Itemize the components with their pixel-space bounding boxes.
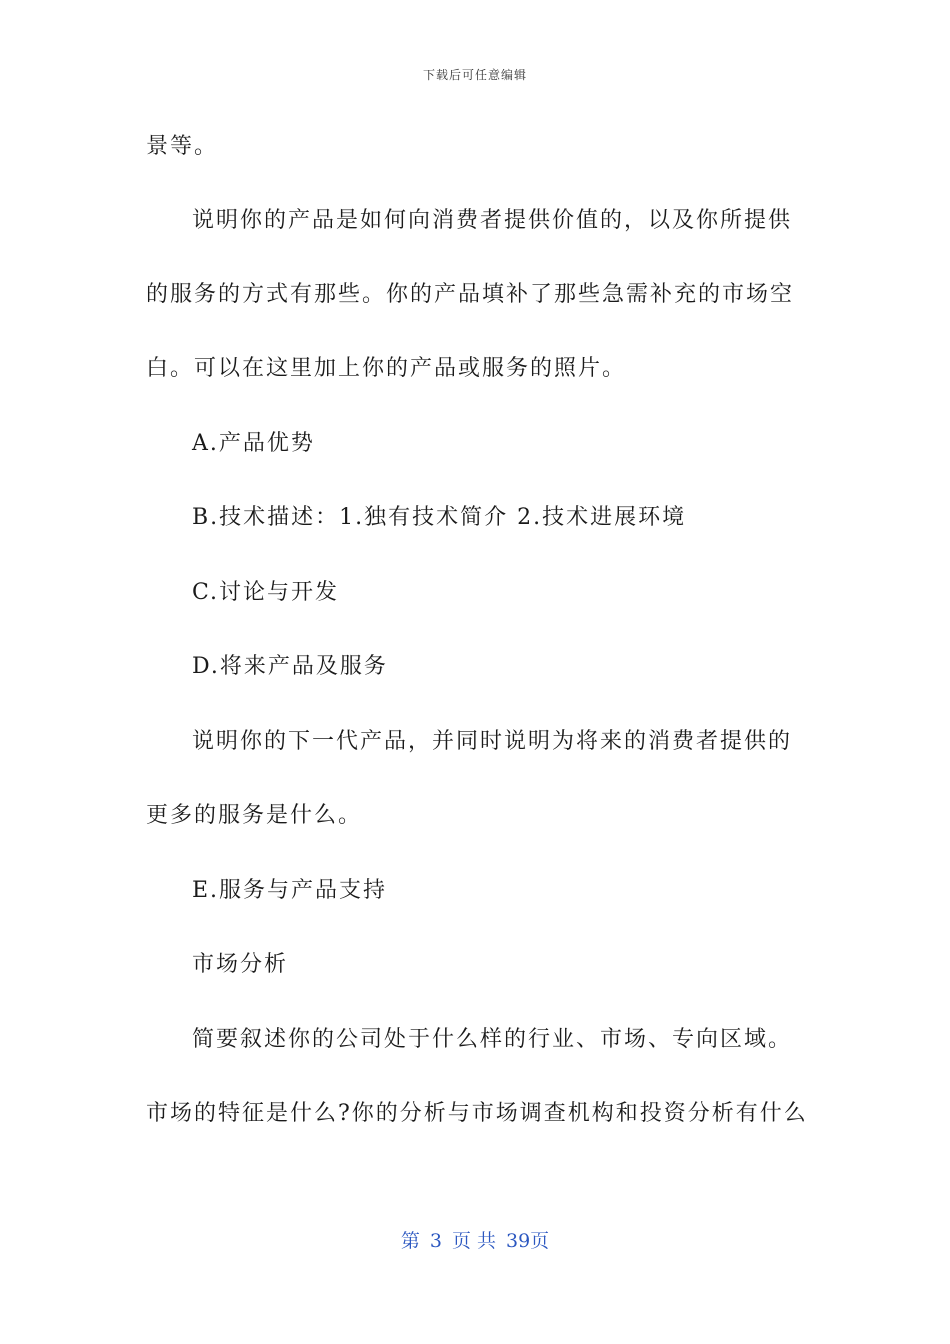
text-line: A.产品优势 [192,431,315,456]
text-line: 的服务的方式有那些。你的产品填补了那些急需补充的市场空 [146,282,795,307]
footer-current-page: 3 [429,1230,442,1252]
footer-prefix: 第 [400,1230,420,1252]
header-note: 下载后可任意编辑 [422,68,527,82]
text-line: 说明你的下一代产品，并同时说明为将来的消费者提供的 [192,729,793,754]
text-line: E.服务与产品支持 [192,878,388,903]
page-footer [0,1226,950,1253]
text-line: 白。可以在这里加上你的产品或服务的照片。 [146,356,627,381]
text-line: 更多的服务是什么。 [146,803,363,828]
text-line: 简要叙述你的公司处于什么样的行业、市场、专向区域。 [192,1027,793,1052]
text-line: D.将来产品及服务 [192,654,388,679]
text-line: 说明你的产品是如何向消费者提供价值的，以及你所提供 [192,208,793,233]
text-line: B.技术描述：1.独有技术简介 2.技术进展环境 [192,505,687,530]
text-line: 市场的特征是什么?你的分析与市场调查机构和投资分析有什么 [146,1101,808,1126]
footer-middle: 页 共 [451,1230,496,1252]
text-line: 景等。 [146,134,219,159]
text-line: C.讨论与开发 [192,580,340,605]
footer-total-pages: 39页 [505,1230,550,1252]
text-line: 市场分析 [192,952,289,977]
